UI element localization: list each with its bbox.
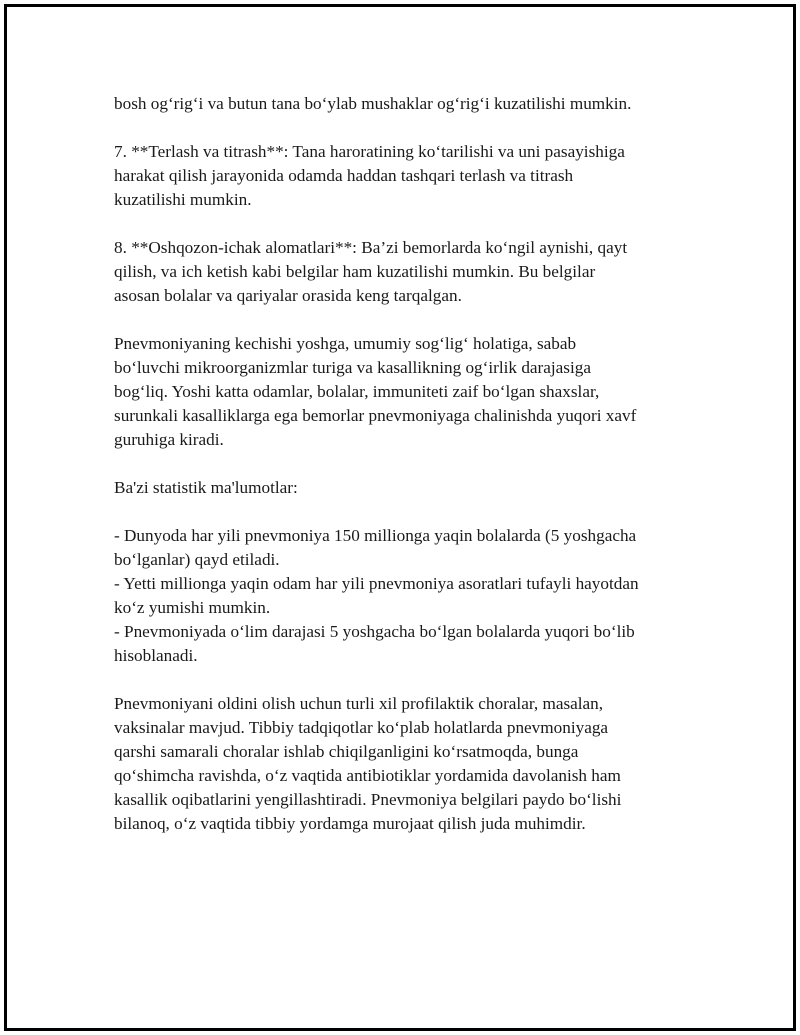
- paragraph-sweating-shivering: 7. **Terlash va titrash**: Tana haroratining ko‘tarilishi va uni pasayishiga harakat qilish jarayonida odamda haddan tashqari terlash va titrash kuzatilishi mumkin.: [114, 142, 625, 209]
- paragraph-gastrointestinal: 8. **Oshqozon-ichak alomatlari**: Ba’zi bemorlarda ko‘ngil aynishi, qayt qilish, va ich ketish kabi belgilar ham kuzatilishi mumkin. Bu belgilar asosan bolalar va qariyalar orasida keng tarqalgan.: [114, 238, 628, 305]
- list-item: - Pnevmoniyada o‘lim darajasi 5 yoshgacha bo‘lgan bolalarda yuqori bo‘lib hisoblanadi.: [114, 622, 635, 665]
- statistics-list: [114, 524, 684, 668]
- paragraph-prevention: Pnevmoniyani oldini olish uchun turli xil profilaktik choralar, masalan, vaksinalar mavjud. Tibbiy tadqiqotlar ko‘plab holatlarda pnevmoniyaga qarshi samarali choralar ishlab chiqilganligini ko‘rsatmoqda, bunga qo‘shimcha ravishda, o‘z vaqtida antibiotiklar yordamida davolanish ham kasallik oqibatlarini yengillashtiradi. Pnevmoniya belgilari paydo bo‘lishi bilanoq, o‘z vaqtida tibbiy yordamga murojaat qilish juda muhimdir.: [114, 694, 622, 833]
- paragraph-statistics-heading: Ba'zi statistik ma'lumotlar:: [114, 478, 298, 497]
- paragraph-headache-continuation: bosh og‘rig‘i va butun tana bo‘ylab mushaklar og‘rig‘i kuzatilishi mumkin.: [114, 94, 632, 113]
- list-item: - Yetti millionga yaqin odam har yili pnevmoniya asoratlari tufayli hayotdan ko‘z yumishi mumkin.: [114, 574, 639, 617]
- document-body: [114, 92, 684, 860]
- list-item: - Dunyoda har yili pnevmoniya 150 millionga yaqin bolalarda (5 yoshgacha bo‘lganlar) qayd etiladi.: [114, 526, 637, 569]
- paragraph-disease-course: Pnevmoniyaning kechishi yoshga, umumiy sog‘lig‘ holatiga, sabab bo‘luvchi mikroorganizmlar turiga va kasallikning og‘irlik darajasiga bog‘liq. Yoshi katta odamlar, bolalar, immuniteti zaif bo‘lgan shaxslar, surunkali kasalliklarga ega bemorlar pnevmoniyaga chalinishda yuqori xavf guruhiga kiradi.: [114, 334, 637, 449]
